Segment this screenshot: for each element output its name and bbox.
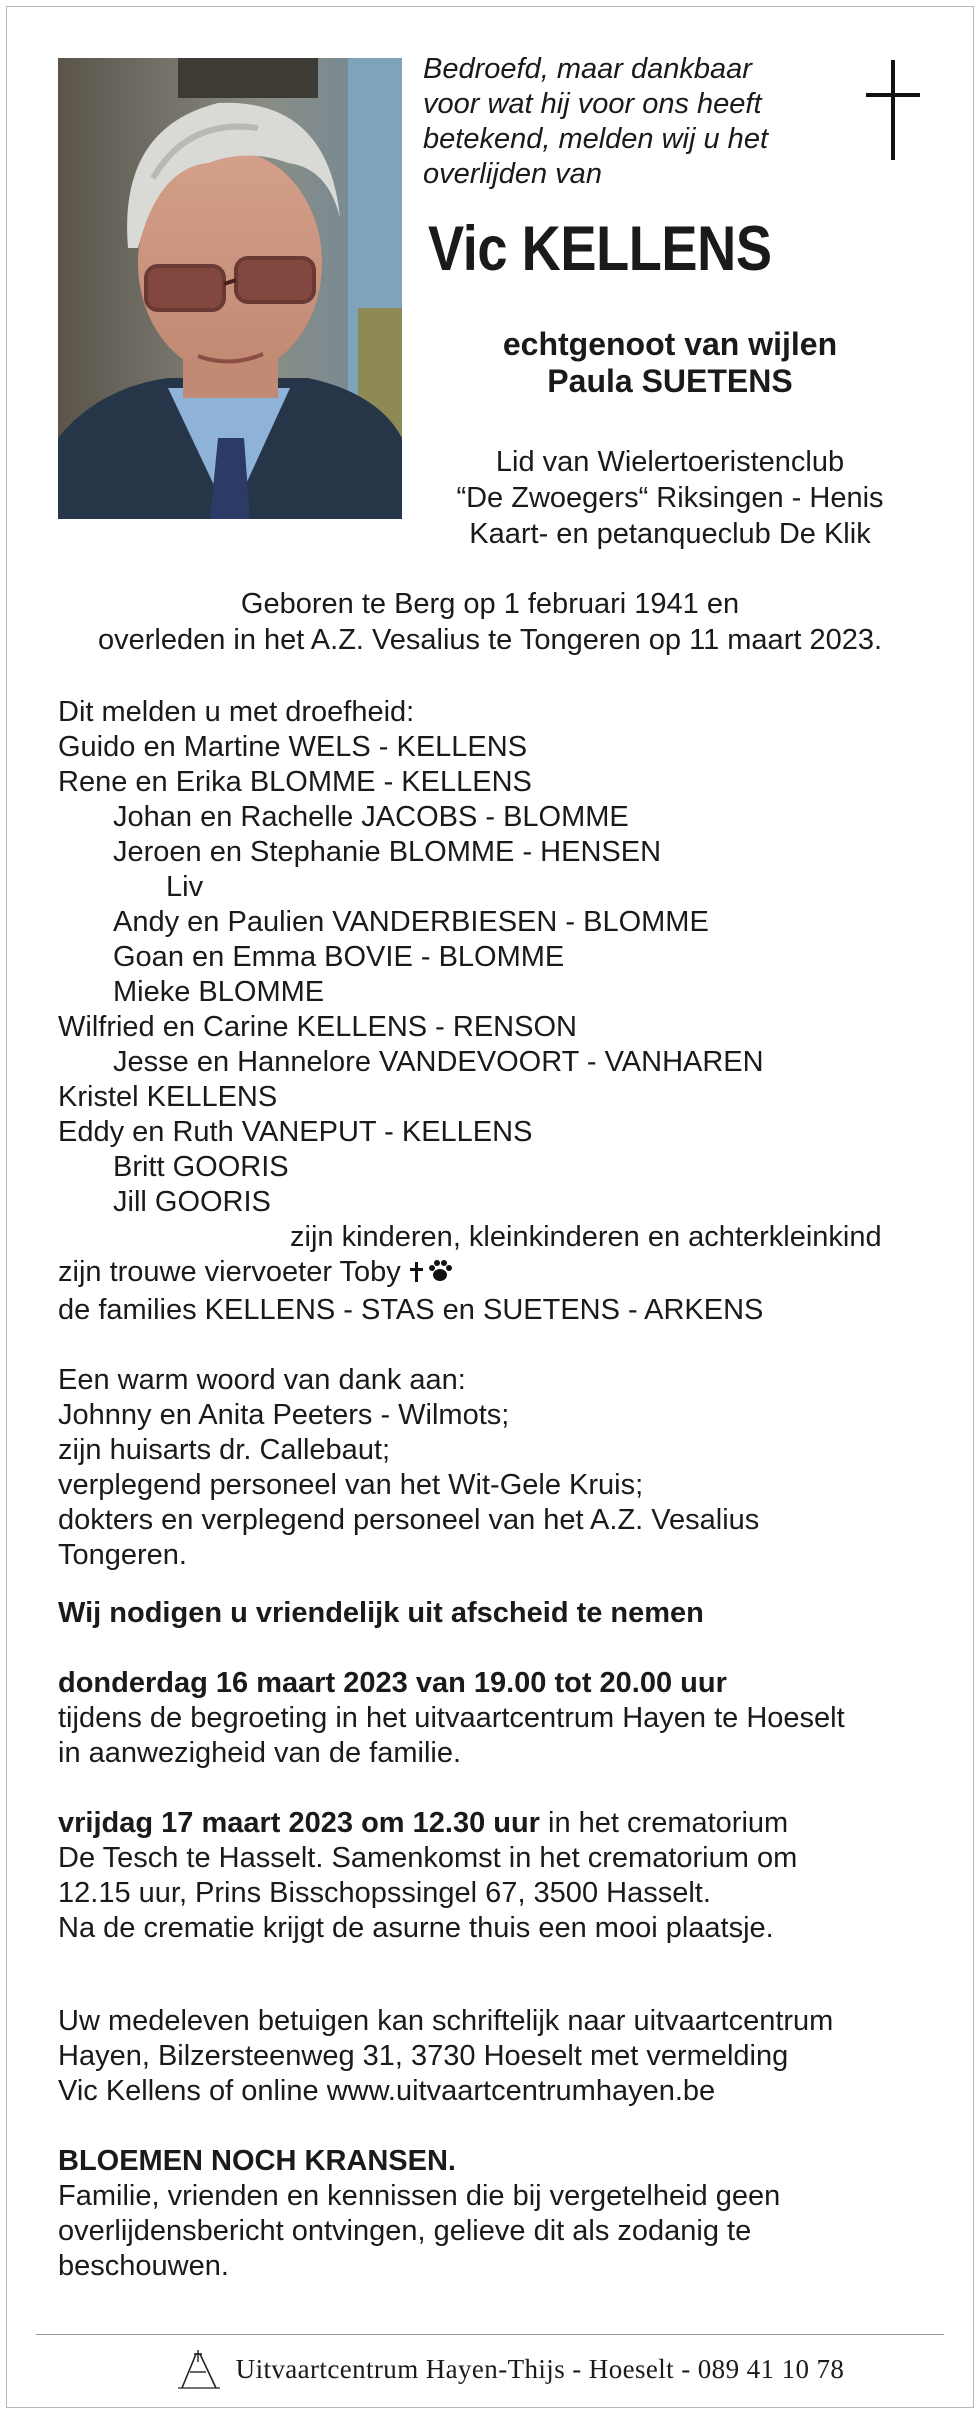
spacer <box>58 1771 948 1806</box>
families-line: de families KELLENS - STAS en SUETENS - ARKENS <box>58 1294 764 1326</box>
visitation-line: in aanwezigheid van de familie. <box>58 1737 462 1769</box>
condolence-line: Uw medeleven betuigen kan schriftelijk naar uitvaartcentrum <box>58 2005 834 2037</box>
spacer <box>58 2109 948 2144</box>
visitation-date: donderdag 16 maart 2023 van 19.00 tot 20.00 uur <box>58 1667 727 1699</box>
condolence-line: Vic Kellens of online www.uitvaartcentrumhayen.be <box>58 2075 716 2107</box>
club-line: Kaart- en petanqueclub De Klik <box>469 518 871 550</box>
footer-divider <box>36 2334 944 2335</box>
family-member: Kristel KELLENS <box>58 1081 278 1113</box>
thanks-line: zijn huisarts dr. Callebaut; <box>58 1434 391 1466</box>
cremation-line: De Tesch te Hasselt. Samenkomst in het crematorium om <box>58 1842 798 1874</box>
family-member: Goan en Emma BOVIE - BLOMME <box>113 941 565 973</box>
cremation-place: in het crematorium <box>539 1807 789 1839</box>
pet-text: zijn trouwe viervoeter Toby <box>58 1256 401 1288</box>
thanks-line: verplegend personeel van het Wit-Gele Kruis; <box>58 1469 644 1501</box>
birth-line: Geboren te Berg op 1 februari 1941 en <box>240 588 740 620</box>
cremation-date: vrijdag 17 maart 2023 om 12.30 uur <box>58 1807 540 1839</box>
spouse-info <box>410 326 930 400</box>
death-line: overleden in het A.Z. Vesalius te Tongeren op 11 maart 2023. <box>97 624 883 656</box>
thanks-line: dokters en verplegend personeel van het A.Z. Vesalius <box>58 1504 760 1536</box>
pet-line <box>58 1255 948 1293</box>
visitation-line: tijdens de begroeting in het uitvaartcentrum Hayen te Hoeselt <box>58 1702 845 1734</box>
intro-line: betekend, melden wij u het <box>423 123 768 155</box>
family-member: Jill GOORIS <box>113 1186 271 1218</box>
intro-line: overlijden van <box>423 158 602 190</box>
family-member: Johan en Rachelle JACOBS - BLOMME <box>113 801 629 833</box>
flowers-line: overlijdensbericht ontvingen, gelieve dit als zodanig te <box>58 2215 752 2247</box>
birth-death-info <box>40 586 940 658</box>
spacer <box>58 1573 948 1596</box>
cross-icon <box>866 60 920 160</box>
family-member: Andy en Paulien VANDERBIESEN - BLOMME <box>113 906 709 938</box>
cross-paw-icon <box>409 1258 453 1293</box>
family-member: Liv <box>166 871 204 903</box>
club-line: “De Zwoegers“ Riksingen - Henis <box>456 482 884 514</box>
spacer <box>58 1631 948 1666</box>
portrait-photo <box>58 58 402 519</box>
cremation-first-line <box>58 1806 948 1841</box>
thanks-line: Tongeren. <box>58 1539 187 1571</box>
cremation-line: 12.15 uur, Prins Bisschopssingel 67, 3500 Hasselt. <box>58 1877 711 1909</box>
flowers-line: Familie, vrienden en kennissen die bij vergetelheid geen <box>58 2180 781 2212</box>
spouse-line: Paula SUETENS <box>547 363 793 399</box>
family-member: Eddy en Ruth VANEPUT - KELLENS <box>58 1116 533 1148</box>
family-intro: Dit melden u met droefheid: <box>58 696 415 728</box>
intro-text <box>423 52 843 192</box>
family-member: Jeroen en Stephanie BLOMME - HENSEN <box>113 836 662 868</box>
family-member: Jesse en Hannelore VANDEVOORT - VANHAREN <box>113 1046 764 1078</box>
family-summary: zijn kinderen, kleinkinderen en achterkleinkind <box>290 1221 882 1253</box>
spouse-line: echtgenoot van wijlen <box>502 326 838 362</box>
club-memberships <box>410 444 930 552</box>
condolence-line: Hayen, Bilzersteenweg 31, 3730 Hoeselt met vermelding <box>58 2040 789 2072</box>
cremation-line: Na de crematie krijgt de asurne thuis een mooi plaatsje. <box>58 1912 774 1944</box>
family-member: Wilfried en Carine KELLENS - RENSON <box>58 1011 577 1043</box>
thanks-line: Een warm woord van dank aan: <box>58 1364 466 1396</box>
notice-body <box>58 695 948 2284</box>
deceased-name: Vic KELLENS <box>428 214 772 284</box>
thanks-line: Johnny en Anita Peeters - Wilmots; <box>58 1399 510 1431</box>
family-member: Britt GOORIS <box>113 1151 289 1183</box>
footer-contact: Uitvaartcentrum Hayen-Thijs - Hoeselt - 089 41 10 78 <box>235 2353 845 2384</box>
family-member: Mieke BLOMME <box>113 976 325 1008</box>
footer <box>110 2344 910 2394</box>
flowers-line: beschouwen. <box>58 2250 229 2282</box>
intro-line: voor wat hij voor ons heeft <box>423 88 762 120</box>
invite-heading: Wij nodigen u vriendelijk uit afscheid te nemen <box>58 1597 704 1629</box>
spacer <box>58 1328 948 1363</box>
intro-line: Bedroefd, maar dankbaar <box>423 53 752 85</box>
spacer <box>58 1981 948 2004</box>
club-line: Lid van Wielertoeristenclub <box>495 446 845 478</box>
flowers-heading: BLOEMEN NOCH KRANSEN. <box>58 2145 456 2177</box>
funeral-home-logo-icon <box>176 2346 222 2392</box>
spacer <box>58 1946 948 1981</box>
family-member: Guido en Martine WELS - KELLENS <box>58 731 528 763</box>
family-member: Rene en Erika BLOMME - KELLENS <box>58 766 532 798</box>
